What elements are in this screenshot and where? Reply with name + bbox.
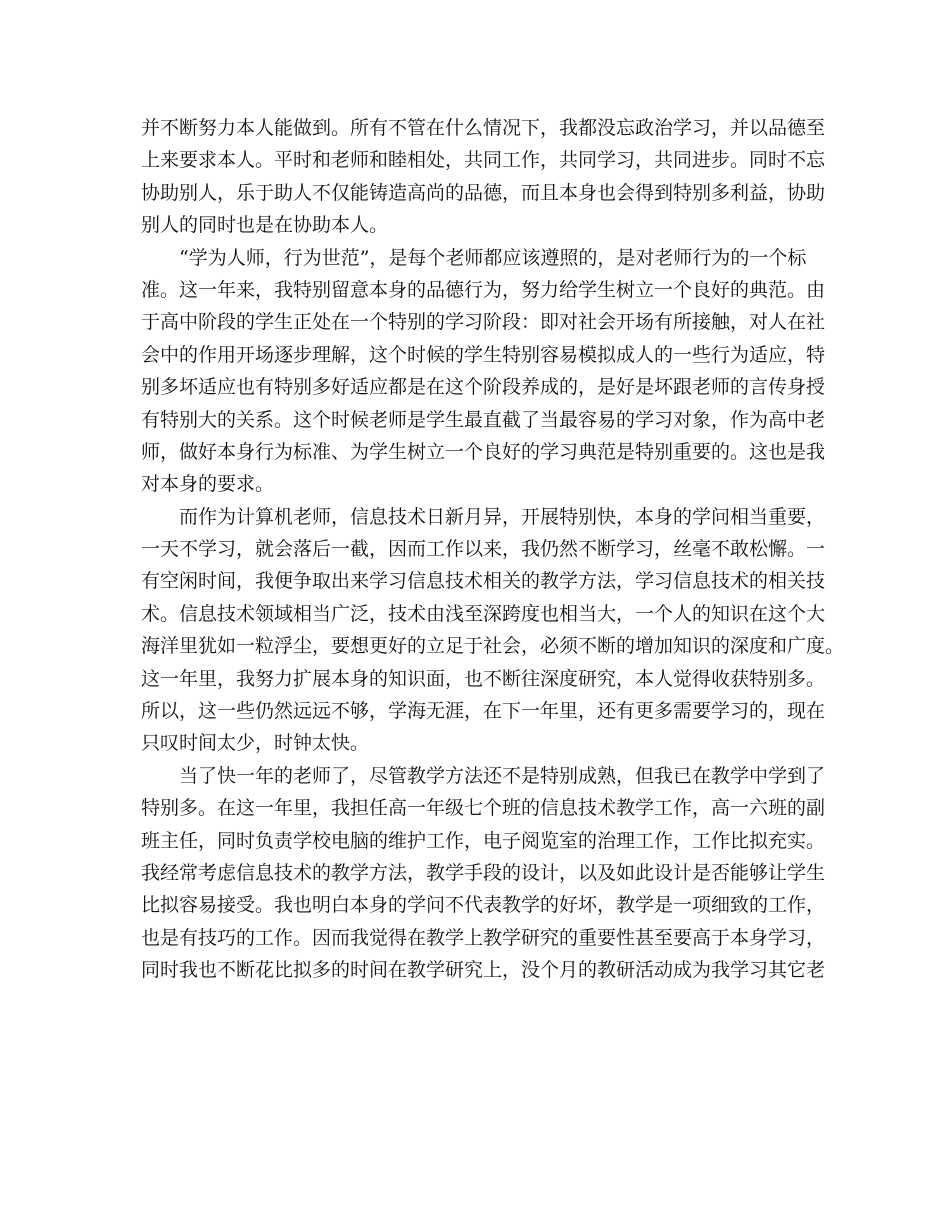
text-line: 上来要求本人。平时和老师和睦相处，共同工作，共同学习，共同进步。同时不忘 [141,149,826,172]
text-line: 别多坏适应也有特别多好适应都是在这个阶段养成的，是好是坏跟老师的言传身授 [141,376,826,399]
text-line: 比拟容易接受。我也明白本身的学问不代表教学的好坏，教学是一项细致的工作， [141,894,826,917]
text-line: 班主任，同时负责学校电脑的维护工作，电子阅览室的治理工作，工作比拟充实。 [141,829,826,852]
text-line: 海洋里犹如一粒浮尘，要想更好的立足于社会，必须不断的增加知识的深度和广度。 [141,635,845,658]
text-line: “学为人师，行为世范”，是每个老师都应该遵照的，是对老师行为的一个标 [179,246,807,269]
text-line: 所以，这一些仍然远远不够，学海无涯，在下一年里，还有更多需要学习的，现在 [141,700,826,723]
text-line: 并不断努力本人能做到。所有不管在什么情况下，我都没忘政治学习，并以品德至 [141,117,826,139]
text-line: 有空闲时间，我便争取出来学习信息技术相关的教学方法，学习信息技术的相关技 [141,570,826,593]
text-line: 协助别人，乐于助人不仅能铸造高尚的品德，而且本身也会得到特别多利益，协助 [141,181,826,204]
text-line: 准。这一年来，我特别留意本身的品德行为，努力给学生树立一个良好的典范。由 [141,278,826,301]
text-line: 同时我也不断花比拟多的时间在教学研究上，没个月的教研活动成为我学习其它老 [141,959,826,982]
text-line: 只叹时间太少，时钟太快。 [141,732,370,755]
text-line: 别人的同时也是在协助本人。 [141,214,389,237]
text-line: 也是有技巧的工作。因而我觉得在教学上教学研究的重要性甚至要高于本身学习， [141,926,826,949]
text-line: 当了快一年的老师了，尽管教学方法还不是特别成熟，但我已在教学中学到了 [179,764,826,787]
document-body [141,112,845,987]
text-line: 师，做好本身行为标准、为学生树立一个良好的学习典范是特别重要的。这也是我 [141,440,826,463]
text-line: 会中的作用开场逐步理解，这个时候的学生特别容易模拟成人的一些行为适应，特 [141,343,826,366]
text-line: 特别多。在这一年里，我担任高一年级七个班的信息技术教学工作，高一六班的副 [141,797,826,820]
text-line: 对本身的要求。 [141,473,275,496]
paragraph-3 [141,501,845,760]
text-line: 有特别大的关系。这个时候老师是学生最直截了当最容易的学习对象，作为高中老 [141,408,826,431]
text-line: 术。信息技术领域相当广泛，技术由浅至深跨度也相当大，一个人的知识在这个大 [141,602,826,625]
text-line: 于高中阶段的学生正处在一个特别的学习阶段：即对社会开场有所接触，对人在社 [141,311,826,334]
text-line: 我经常考虑信息技术的教学方法，教学手段的设计，以及如此设计是否能够让学生 [141,861,826,884]
paragraph-4 [141,760,826,987]
text-line: 而作为计算机老师，信息技术日新月异，开展特别快，本身的学问相当重要， [179,505,826,528]
paragraph-2 [141,242,826,501]
paragraph-1 [141,112,826,242]
text-line: 一天不学习，就会落后一截，因而工作以来，我仍然不断学习，丝毫不敢松懈。一 [141,538,826,561]
text-line: 这一年里，我努力扩展本身的知识面，也不断往深度研究，本人觉得收获特别多。 [141,667,826,690]
